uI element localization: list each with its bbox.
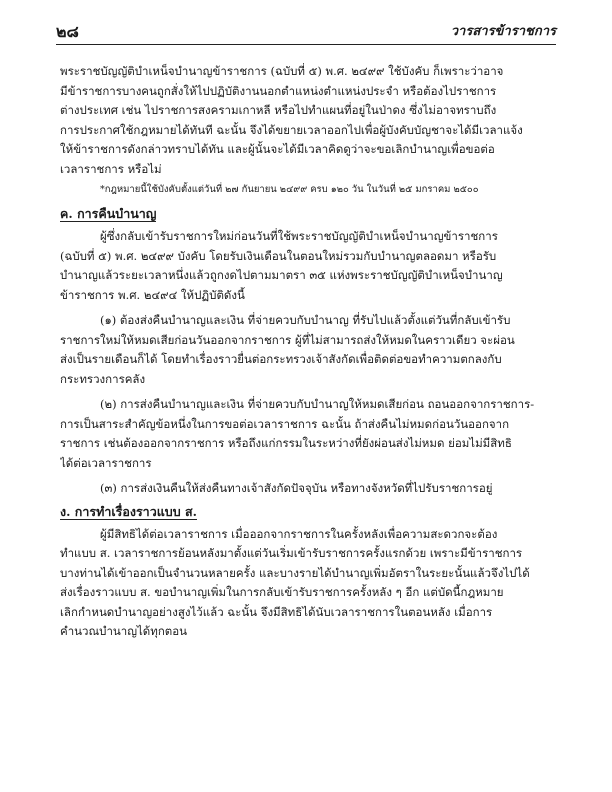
section-heading <box>60 499 556 525</box>
text-line: ทำแบบ ส. เวลาราชการย้อนหลังมาตั้งแต่วันเริ่มเข้ารับราชการครั้งแรกด้วย เพราะมีข้าราชการ <box>60 546 523 560</box>
text-line: (๒) การส่งคืนบำนาญและเงิน ที่จ่ายควบกับบำนาญให้หมดเสียก่อน ถอนออกจากราชการ- <box>100 397 535 411</box>
text-line: ส่งเรื่องราวแบบ ส. ขอบำนาญเพิ่มในการกลับเข้ารับราชการครั้งหลัง ๆ อีก แต่บัดนี้กฎหมาย <box>60 585 504 599</box>
text-line: เวลาราชการ หรือไม่ <box>60 161 162 176</box>
text-line: มีข้าราชการบางคนถูกสั่งให้ไปปฏิบัติงานนอกตำแหน่งตำแหน่งประจำ หรือต้องไปราชการ <box>60 83 497 98</box>
running-title: วารสารข้าราชการ <box>450 24 556 39</box>
text-line: (๑) ต้องส่งคืนบำนาญและเงิน ที่จ่ายควบกับบำนาญ ที่รับไปแล้วตั้งแต่วันที่กลับเข้ารับ <box>100 313 511 327</box>
section-heading-text: ง. การทำเรื่องราวแบบ ส. <box>60 503 197 519</box>
text-line: (๓) การส่งเงินคืนให้ส่งคืนทางเจ้าสังกัดปัจจุบัน หรือทางจังหวัดที่ไปรับราชการอยู่ <box>100 481 493 495</box>
text-line: ต่างประเทศ เช่น ไปราชการสงครามเกาหลี หรือไปทำแผนที่อยู่ในป่าดง ซึ่งไม่อาจทราบถึง <box>60 103 497 117</box>
section-heading-text: ค. การคืนบำนาญ <box>60 206 157 221</box>
text-line: ให้ข้าราชการดังกล่าวทราบได้ทัน และผู้นั้นจะได้มีเวลาคิดดูว่าจะขอเลิกบำนาญเพื่อขอต่อ <box>60 142 495 156</box>
text-line: ข้าราชการ พ.ศ. ๒๔๙๔ ให้ปฏิบัติดังนี้ <box>60 287 245 302</box>
text-line: บางท่านได้เข้าออกเป็นจำนวนหลายครั้ง และบางรายได้บำนาญเพิ่มอัตราในระยะนั้นแล้วจึงไปได้ <box>60 565 530 580</box>
text-line: การประกาศใช้กฎหมายได้ทันที ฉะนั้น จึงได้ขยายเวลาออกไปเพื่อผู้บังคับบัญชาจะได้มีเวลาแจ้ง <box>60 122 523 137</box>
page-number: ๒๘ <box>56 22 79 41</box>
text-line: (ฉบับที่ ๕) พ.ศ. ๒๔๙๙ บังคับ โดยรับเงินเดือนในตอนใหม่รวมกับบำนาญตลอดมา หรือรับ <box>60 248 497 263</box>
footnote: *กฎหมายนี้ใช้บังคับตั้งแต่วันที่ ๒๗ กันยายน ๒๔๙๙ ครบ ๑๒๐ วัน ในวันที่ ๒๕ มกราคม ๒๕๐๐ <box>100 184 479 195</box>
text-line: ราชการ เช่นต้องออกจากราชการ หรือถึงแก่กรรมในระหว่างที่ยังผ่อนส่งไม่หมด ย่อมไม่มีสิทธิ <box>60 436 512 450</box>
text-line: ได้ต่อเวลาราชการ <box>60 455 152 470</box>
body-text <box>60 62 556 642</box>
text-line: เลิกกำหนดบำนาญอย่างสูงไว้แล้ว ฉะนั้น จึงมีสิทธิได้นับเวลาราชการในตอนหลัง เมื่อการ <box>60 604 493 619</box>
text-line: พระราชบัญญัติบำเหน็จบำนาญข้าราชการ (ฉบับที่ ๕) พ.ศ. ๒๔๙๙ ใช้บังคับ ก็เพราะว่าอาจ <box>60 64 504 78</box>
text-line: ส่งเป็นรายเดือนก็ได้ โดยทำเรื่องราวยื่นต่อกระทรวงเจ้าสังกัดเพื่อติดต่อขอทำความตกลงกับ <box>60 352 502 366</box>
page-header <box>56 20 556 40</box>
header-rule <box>56 44 556 45</box>
text-line: ผู้มีสิทธิได้ต่อเวลาราชการ เมื่อออกจากราชการในครั้งหลังเพื่อความสะดวกจะต้อง <box>100 526 498 541</box>
text-line: การเป็นสาระสำคัญข้อหนึ่งในการขอต่อเวลาราชการ ฉะนั้น ถ้าส่งคืนไม่หมดก่อนวันออกจาก <box>60 416 510 431</box>
text-line: ราชการใหม่ให้หมดเสียก่อนวันออกจากราชการ ผู้ที่ไม่สามารถส่งให้หมดในคราวเดียว จะผ่อน <box>60 332 515 347</box>
text-line: บำนาญแล้วระยะเวลาหนึ่งแล้วถูกงดไปตามมาตรา ๓๕ แห่งพระราชบัญญัติบำเหน็จบำนาญ <box>60 268 503 282</box>
text-line: กระทรวงการคลัง <box>60 371 146 386</box>
section-heading <box>60 201 556 227</box>
text-line: คำนวณบำนาญได้ทุกตอน <box>60 624 188 638</box>
text-line: ผู้ซึ่งกลับเข้ารับราชการใหม่ก่อนวันที่ใช้พระราชบัญญัติบำเหน็จบำนาญข้าราชการ <box>100 229 498 243</box>
